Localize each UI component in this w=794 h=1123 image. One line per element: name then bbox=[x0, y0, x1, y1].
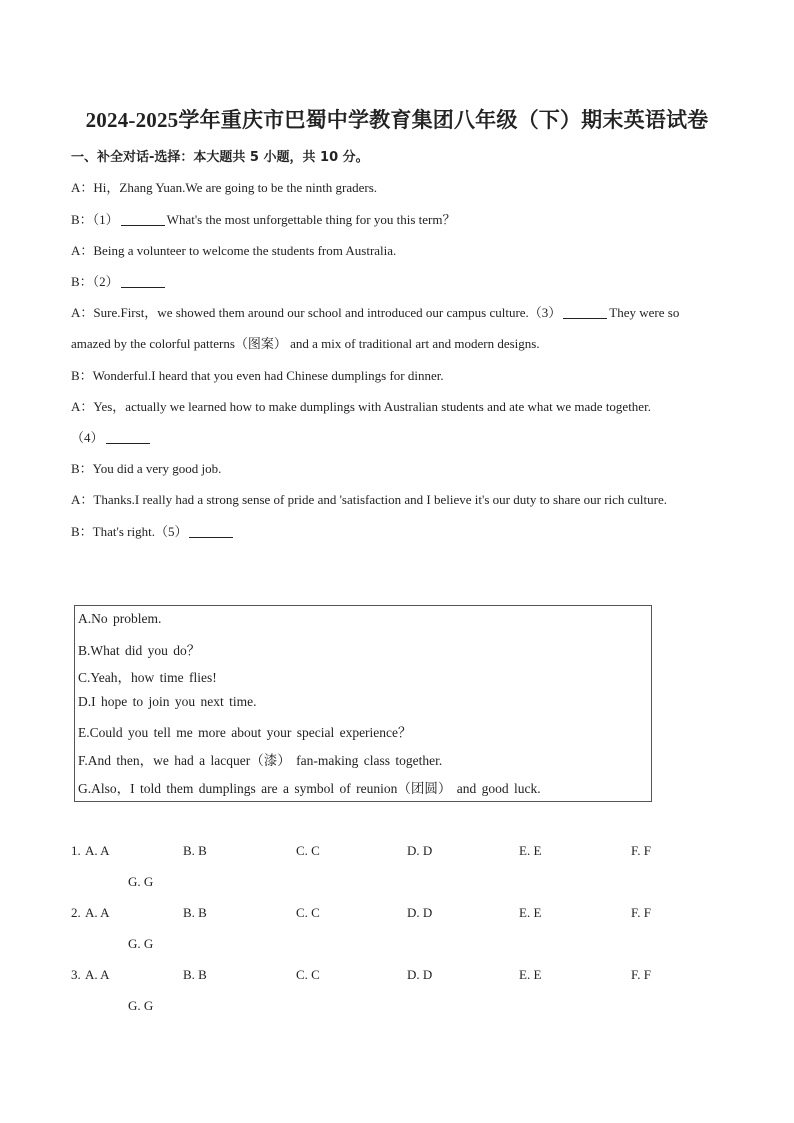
choice-option[interactable]: D. D bbox=[407, 843, 433, 858]
option-item: C.Yeah，how time flies! bbox=[78, 670, 217, 685]
section-heading: 一、补全对话-选择：本大题共 5 小题，共 10 分。 bbox=[71, 150, 369, 165]
question-row bbox=[71, 967, 771, 1027]
answer-blank[interactable] bbox=[563, 306, 607, 319]
dialog-line bbox=[71, 240, 396, 259]
choice-option[interactable]: A. A bbox=[85, 967, 110, 982]
page-title: 2024-2025学年重庆市巴蜀中学教育集团八年级（下）期末英语试卷 bbox=[85, 108, 709, 132]
answer-blank[interactable] bbox=[121, 213, 165, 226]
option-item: B.What did you do？ bbox=[78, 643, 201, 658]
dialog-line bbox=[71, 209, 455, 228]
choice-option[interactable]: G. G bbox=[128, 936, 154, 951]
choice-option[interactable]: G. G bbox=[128, 998, 154, 1013]
options-box bbox=[74, 605, 652, 802]
choice-option[interactable]: C. C bbox=[296, 967, 320, 982]
dialog-line bbox=[71, 489, 667, 508]
choice-option[interactable]: C. C bbox=[296, 905, 320, 920]
dialog-text: amazed by the colorful patterns（图案） and a mix of traditional art and modern designs. bbox=[71, 336, 540, 351]
dialog-line bbox=[71, 302, 679, 321]
dialog-text: B：（2） bbox=[71, 274, 119, 289]
option-item: D.I hope to join you next time. bbox=[78, 694, 257, 709]
dialog-text: A：Being a volunteer to welcome the students from Australia. bbox=[71, 243, 397, 258]
question-number: 3. bbox=[71, 967, 81, 982]
option-item: A.No problem. bbox=[78, 611, 162, 626]
choice-option[interactable]: F. F bbox=[631, 967, 651, 982]
dialog-text: A：Hi，Zhang Yuan.We are going to be the ninth graders. bbox=[71, 180, 378, 195]
option-item: F.And then，we had a lacquer（漆） fan-making class together. bbox=[78, 753, 443, 768]
dialog-line bbox=[71, 458, 221, 477]
choice-option[interactable]: A. A bbox=[85, 843, 110, 858]
question-row bbox=[71, 905, 771, 965]
dialog-text: B：Wonderful.I heard that you even had Chinese dumplings for dinner. bbox=[71, 368, 444, 383]
choice-option[interactable]: E. E bbox=[519, 843, 542, 858]
dialog-text: A：Thanks.I really had a strong sense of pride and 'satisfaction and I believe it's our duty to share our rich culture. bbox=[71, 492, 668, 507]
answer-blank[interactable] bbox=[106, 431, 150, 444]
dialog-text: B：That's right.（5） bbox=[71, 524, 188, 539]
dialog-text-after-blank: What's the most unforgettable thing for you this term？ bbox=[166, 212, 456, 227]
question-number: 1. bbox=[71, 843, 81, 858]
dialog-line bbox=[71, 333, 540, 352]
question-row bbox=[71, 843, 771, 903]
dialog-line bbox=[71, 396, 651, 415]
dialog-text: A：Sure.First，we showed them around our school and introduced our campus culture.（3） bbox=[71, 305, 562, 320]
choice-option[interactable]: B. B bbox=[183, 967, 207, 982]
choice-option[interactable]: C. C bbox=[296, 843, 320, 858]
dialog-line bbox=[71, 365, 444, 384]
choice-option[interactable]: F. F bbox=[631, 905, 651, 920]
answer-blank[interactable] bbox=[189, 525, 233, 538]
dialog-line bbox=[71, 521, 235, 540]
dialog-line bbox=[71, 271, 167, 290]
choice-option[interactable]: F. F bbox=[631, 843, 651, 858]
choice-option[interactable]: E. E bbox=[519, 967, 542, 982]
choice-option[interactable]: B. B bbox=[183, 905, 207, 920]
dialog-line bbox=[71, 177, 377, 196]
question-number: 2. bbox=[71, 905, 81, 920]
choice-option[interactable]: E. E bbox=[519, 905, 542, 920]
dialog-text-after-blank: They were so bbox=[609, 305, 680, 320]
choice-option[interactable]: A. A bbox=[85, 905, 110, 920]
choice-option[interactable]: D. D bbox=[407, 905, 433, 920]
dialog-text: A：Yes，actually we learned how to make dumplings with Australian students and ate what we made together. bbox=[71, 399, 651, 414]
dialog-text: B：（1） bbox=[71, 212, 119, 227]
choice-option[interactable]: G. G bbox=[128, 874, 154, 889]
choice-option[interactable]: D. D bbox=[407, 967, 433, 982]
option-item: G.Also，I told them dumplings are a symbol of reunion（团圆） and good luck. bbox=[78, 781, 541, 796]
choice-option[interactable]: B. B bbox=[183, 843, 207, 858]
dialog-text: （4） bbox=[71, 430, 104, 445]
dialog-line bbox=[71, 427, 152, 446]
option-item: E.Could you tell me more about your special experience？ bbox=[78, 725, 412, 740]
dialog-text: B：You did a very good job. bbox=[71, 461, 222, 476]
answer-blank[interactable] bbox=[121, 275, 165, 288]
